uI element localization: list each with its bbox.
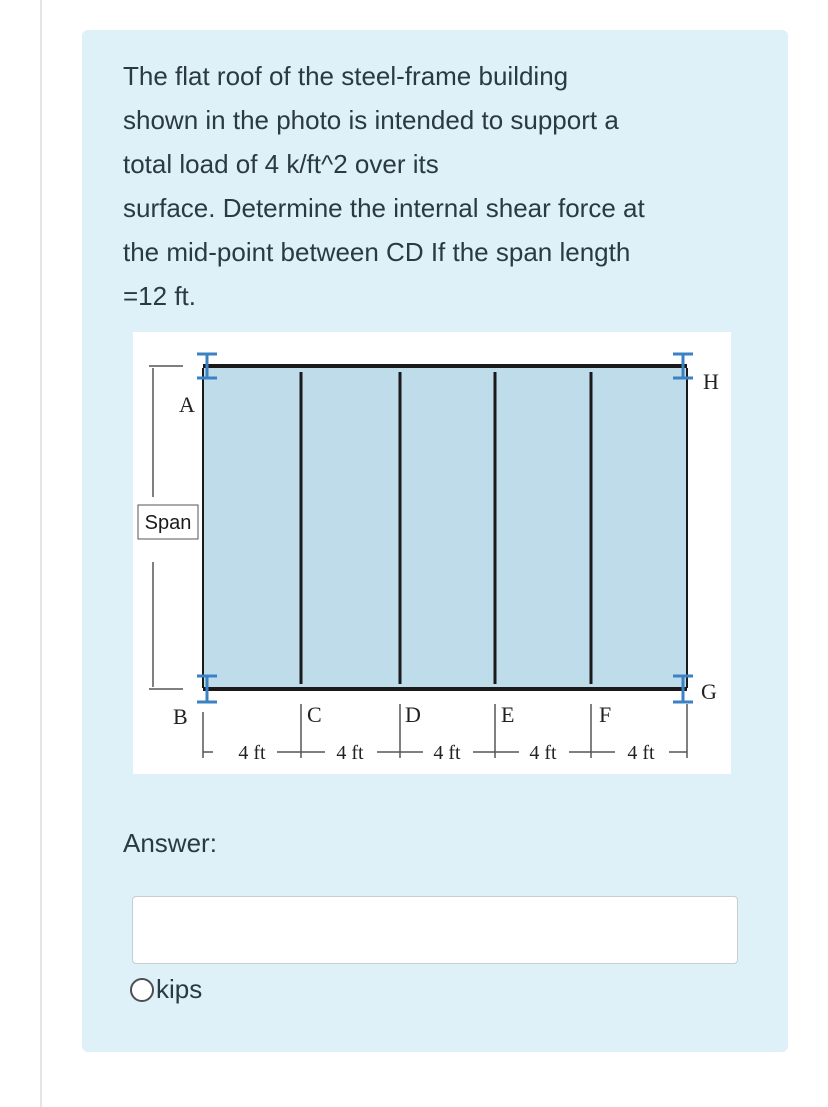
question-line: surface. Determine the internal shear force at (123, 193, 645, 223)
label-b: B (173, 704, 188, 729)
label-e: E (501, 702, 515, 727)
answer-input[interactable] (132, 896, 738, 964)
unit-label: kips (156, 974, 203, 1004)
dim-label: 4 ft (627, 742, 655, 764)
question-text (123, 54, 763, 318)
unit-option-kips[interactable] (130, 974, 202, 1005)
question-card (82, 30, 788, 1052)
label-h: H (703, 369, 719, 394)
dim-label: 4 ft (238, 742, 266, 764)
roof-frame-diagram (133, 332, 731, 774)
answer-label: Answer: (123, 828, 217, 858)
question-line: the mid-point between CD If the span length (123, 237, 631, 267)
label-c: C (307, 702, 322, 727)
roof-panel (203, 368, 687, 688)
scrollbar[interactable] (812, 0, 828, 1107)
label-g: G (701, 679, 717, 704)
dim-label: 4 ft (336, 742, 364, 764)
unit-radio[interactable] (130, 978, 154, 1002)
roof-frame-svg (133, 332, 731, 774)
span-label: Span (144, 512, 192, 534)
question-line: total load of 4 k/ft^2 over its (123, 149, 439, 179)
label-d: D (405, 702, 421, 727)
dim-label: 4 ft (433, 742, 461, 764)
label-a: A (179, 392, 195, 417)
label-f: F (599, 702, 612, 727)
question-line: The flat roof of the steel-frame building (123, 61, 569, 91)
page-left-border (40, 0, 42, 1107)
question-line: shown in the photo is intended to support a (123, 105, 619, 135)
dim-label: 4 ft (529, 742, 557, 764)
question-line: =12 ft. (123, 281, 196, 311)
